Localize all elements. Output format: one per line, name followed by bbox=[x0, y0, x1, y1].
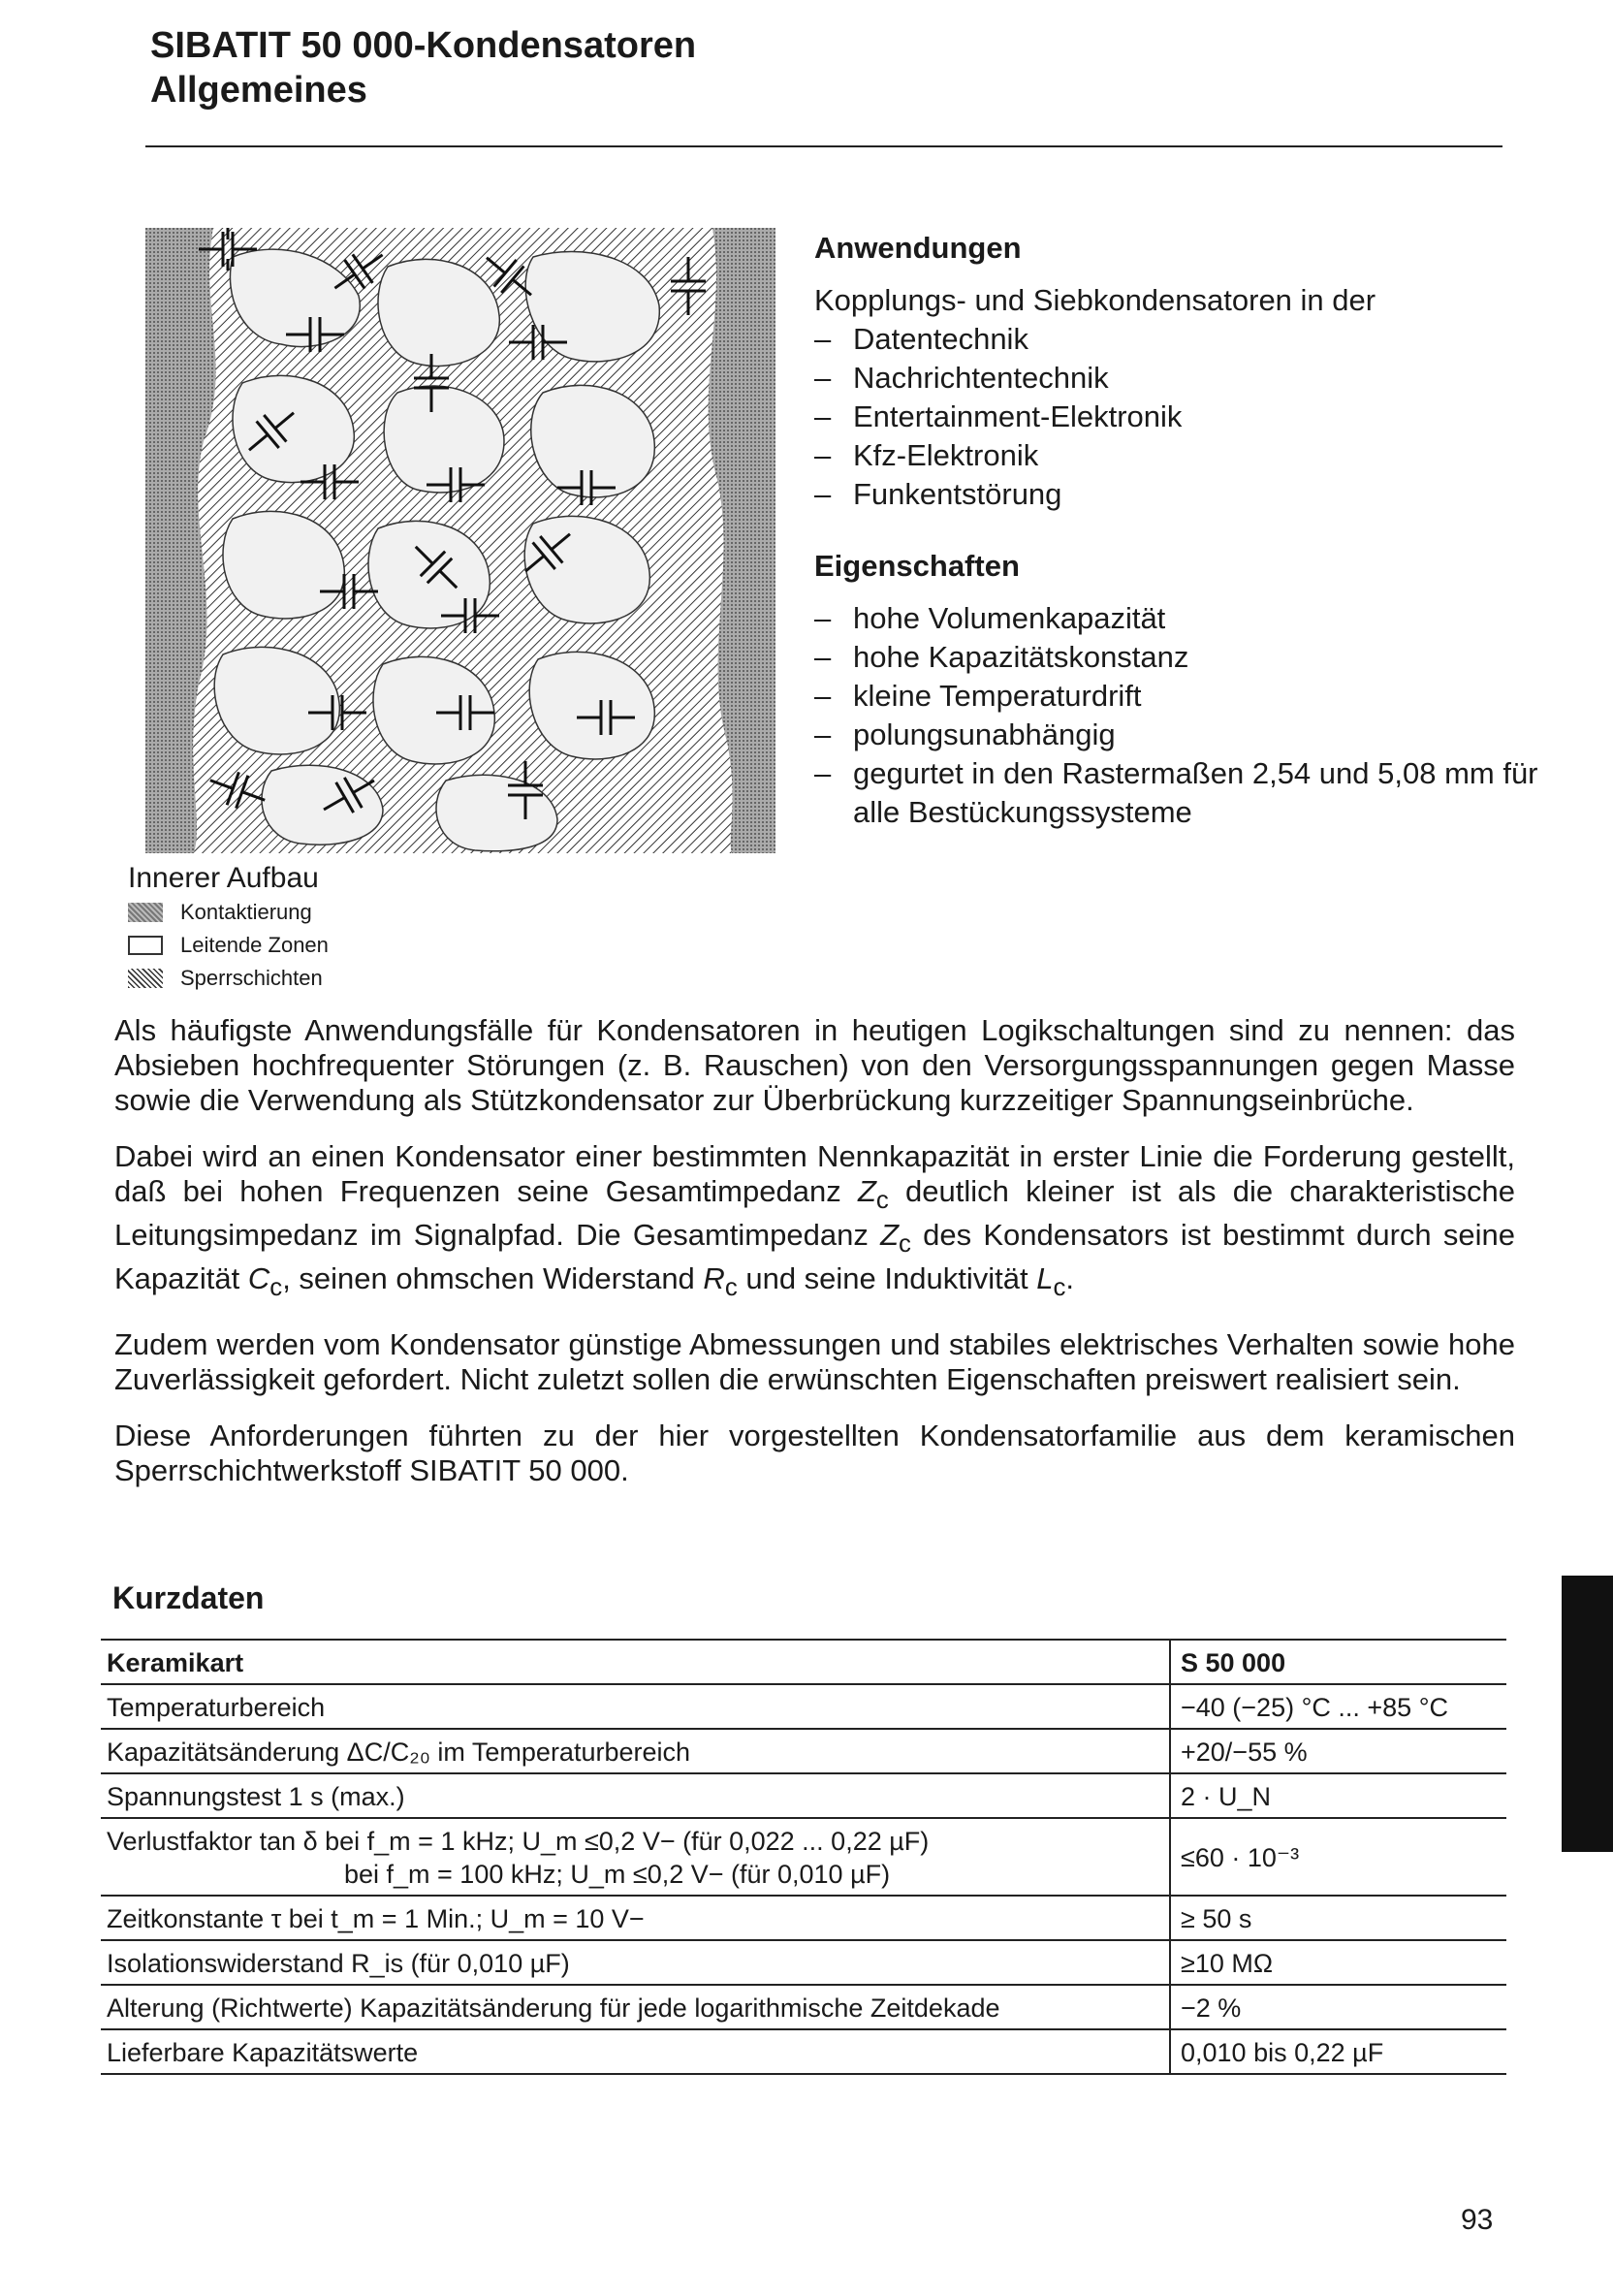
header-value: S 50 000 bbox=[1170, 1640, 1506, 1684]
figure-caption-title: Innerer Aufbau bbox=[128, 862, 319, 894]
row-param bbox=[101, 1818, 1170, 1896]
row-param: Lieferbare Kapazitätswerte bbox=[101, 2029, 1170, 2074]
spec-table bbox=[101, 1639, 1506, 2075]
page-number: 93 bbox=[1461, 2204, 1494, 2236]
paragraph-4: Diese Anforderungen führten zu der hier vorgestellten Kondensatorfamilie aus dem keramischen Sperrschichtwerkstoff SIBATIT 50 000. bbox=[114, 1418, 1515, 1487]
table-row bbox=[101, 1985, 1506, 2029]
body-text bbox=[114, 1013, 1515, 1510]
paragraph-1: Als häufigste Anwendungsfälle für Kondensatoren in heutigen Logikschaltungen sind zu nennen: das Absieben hochfrequenter Störungen (z. B. Rauschen) von den Versorgungsspannungen gegen Masse sowie die Verwendung als Stützkondensator zur Überbrückung kurzzeitiger Spannungseinbrüche. bbox=[114, 1013, 1515, 1117]
legend-item-sperrschichten bbox=[128, 962, 329, 995]
title-line-1: SIBATIT 50 000-Kondensatoren bbox=[150, 25, 697, 66]
header-param: Keramikart bbox=[101, 1640, 1170, 1684]
row-param-line-1: Verlustfaktor tan δ bei f_m = 1 kHz; U_m ≤0,2 V− (für 0,022 ... 0,22 µF) bbox=[107, 1827, 930, 1856]
list-item: – Kfz-Elektronik bbox=[814, 436, 1570, 475]
table-header-row bbox=[101, 1640, 1506, 1684]
eigenschaften-list bbox=[814, 599, 1570, 832]
row-value: +20/−55 % bbox=[1170, 1729, 1506, 1773]
legend-label: Leitende Zonen bbox=[180, 933, 329, 957]
list-item: – Entertainment-Elektronik bbox=[814, 398, 1570, 436]
legend-item-kontaktierung bbox=[128, 896, 329, 929]
list-item: – hohe Volumenkapazität bbox=[814, 599, 1570, 638]
inner-structure-figure bbox=[145, 228, 775, 868]
table-row bbox=[101, 1684, 1506, 1729]
table-row bbox=[101, 1773, 1506, 1818]
row-param-line-2: bei f_m = 100 kHz; U_m ≤0,2 V− (für 0,010 µF) bbox=[344, 1860, 891, 1889]
page-title bbox=[150, 23, 696, 112]
list-item: – Nachrichtentechnik bbox=[814, 359, 1570, 398]
kurzdaten-heading: Kurzdaten bbox=[112, 1580, 265, 1615]
table-row bbox=[101, 2029, 1506, 2074]
list-item: – polungsunabhängig bbox=[814, 716, 1570, 754]
row-value: 2 · U_N bbox=[1170, 1773, 1506, 1818]
row-value: ≥10 MΩ bbox=[1170, 1940, 1506, 1985]
list-item: – hohe Kapazitätskonstanz bbox=[814, 638, 1570, 677]
barrier-swatch-icon bbox=[128, 969, 163, 988]
header-rule bbox=[145, 145, 1502, 147]
table-row bbox=[101, 1729, 1506, 1773]
paragraph-2: Dabei wird an einen Kondensator einer bestimmten Nennkapazität in erster Linie die Forderung gestellt, daß bei hohen Frequenzen seine Gesamtimpedanz $Z_c$ deutlich kleiner ist als die charakteristische Leitungsimpedanz im Signalpfad. Die Gesamtimpedanz $Z_c$ des Kondensators ist bestimmt durch seine Kapazität $C_c$, seinen ohmschen Widerstand $R_c$ und seine Induktivität $L_c$. bbox=[114, 1139, 1515, 1302]
table-row bbox=[101, 1896, 1506, 1940]
anwendungen-heading: Anwendungen bbox=[814, 231, 1022, 265]
side-column bbox=[814, 229, 1570, 832]
legend-label: Sperrschichten bbox=[180, 966, 323, 990]
paragraph-3: Zudem werden vom Kondensator günstige Abmessungen und stabiles elektrisches Verhalten sowie hohe Zuverlässigkeit gefordert. Nicht zuletzt sollen die erwünschten Eigenschaften preiswert realisiert sein. bbox=[114, 1326, 1515, 1396]
contact-swatch-icon bbox=[128, 903, 163, 922]
anwendungen-intro: Kopplungs- und Siebkondensatoren in der bbox=[814, 283, 1376, 317]
table-row bbox=[101, 1940, 1506, 1985]
row-param: Alterung (Richtwerte) Kapazitätsänderung für jede logarithmische Zeitdekade bbox=[101, 1985, 1170, 2029]
list-item: – Funkentstörung bbox=[814, 475, 1570, 514]
figure-caption bbox=[128, 861, 329, 995]
row-param: Zeitkonstante τ bei t_m = 1 Min.; U_m = 10 V− bbox=[101, 1896, 1170, 1940]
row-value: 0,010 bis 0,22 µF bbox=[1170, 2029, 1506, 2074]
section-tab-marker bbox=[1562, 1576, 1613, 1852]
table-row bbox=[101, 1818, 1506, 1896]
list-item: – kleine Temperaturdrift bbox=[814, 677, 1570, 716]
row-value: −40 (−25) °C ... +85 °C bbox=[1170, 1684, 1506, 1729]
eigenschaften-heading: Eigenschaften bbox=[814, 549, 1020, 583]
list-item: – gegurtet in den Rastermaßen 2,54 und 5,08 mm für alle Bestückungssysteme bbox=[814, 754, 1570, 832]
zone-swatch-icon bbox=[128, 936, 163, 955]
row-value: ≥ 50 s bbox=[1170, 1896, 1506, 1940]
title-line-2: Allgemeines bbox=[150, 70, 367, 111]
legend-item-leitende-zonen bbox=[128, 929, 329, 962]
row-param: Temperaturbereich bbox=[101, 1684, 1170, 1729]
list-item: – Datentechnik bbox=[814, 320, 1570, 359]
row-param: Kapazitätsänderung ΔC/C₂₀ im Temperaturbereich bbox=[101, 1729, 1170, 1773]
row-param: Isolationswiderstand R_is (für 0,010 µF) bbox=[101, 1940, 1170, 1985]
legend-label: Kontaktierung bbox=[180, 900, 312, 924]
anwendungen-list bbox=[814, 320, 1570, 514]
row-param: Spannungstest 1 s (max.) bbox=[101, 1773, 1170, 1818]
row-value: −2 % bbox=[1170, 1985, 1506, 2029]
row-value: ≤60 · 10⁻³ bbox=[1170, 1818, 1506, 1896]
